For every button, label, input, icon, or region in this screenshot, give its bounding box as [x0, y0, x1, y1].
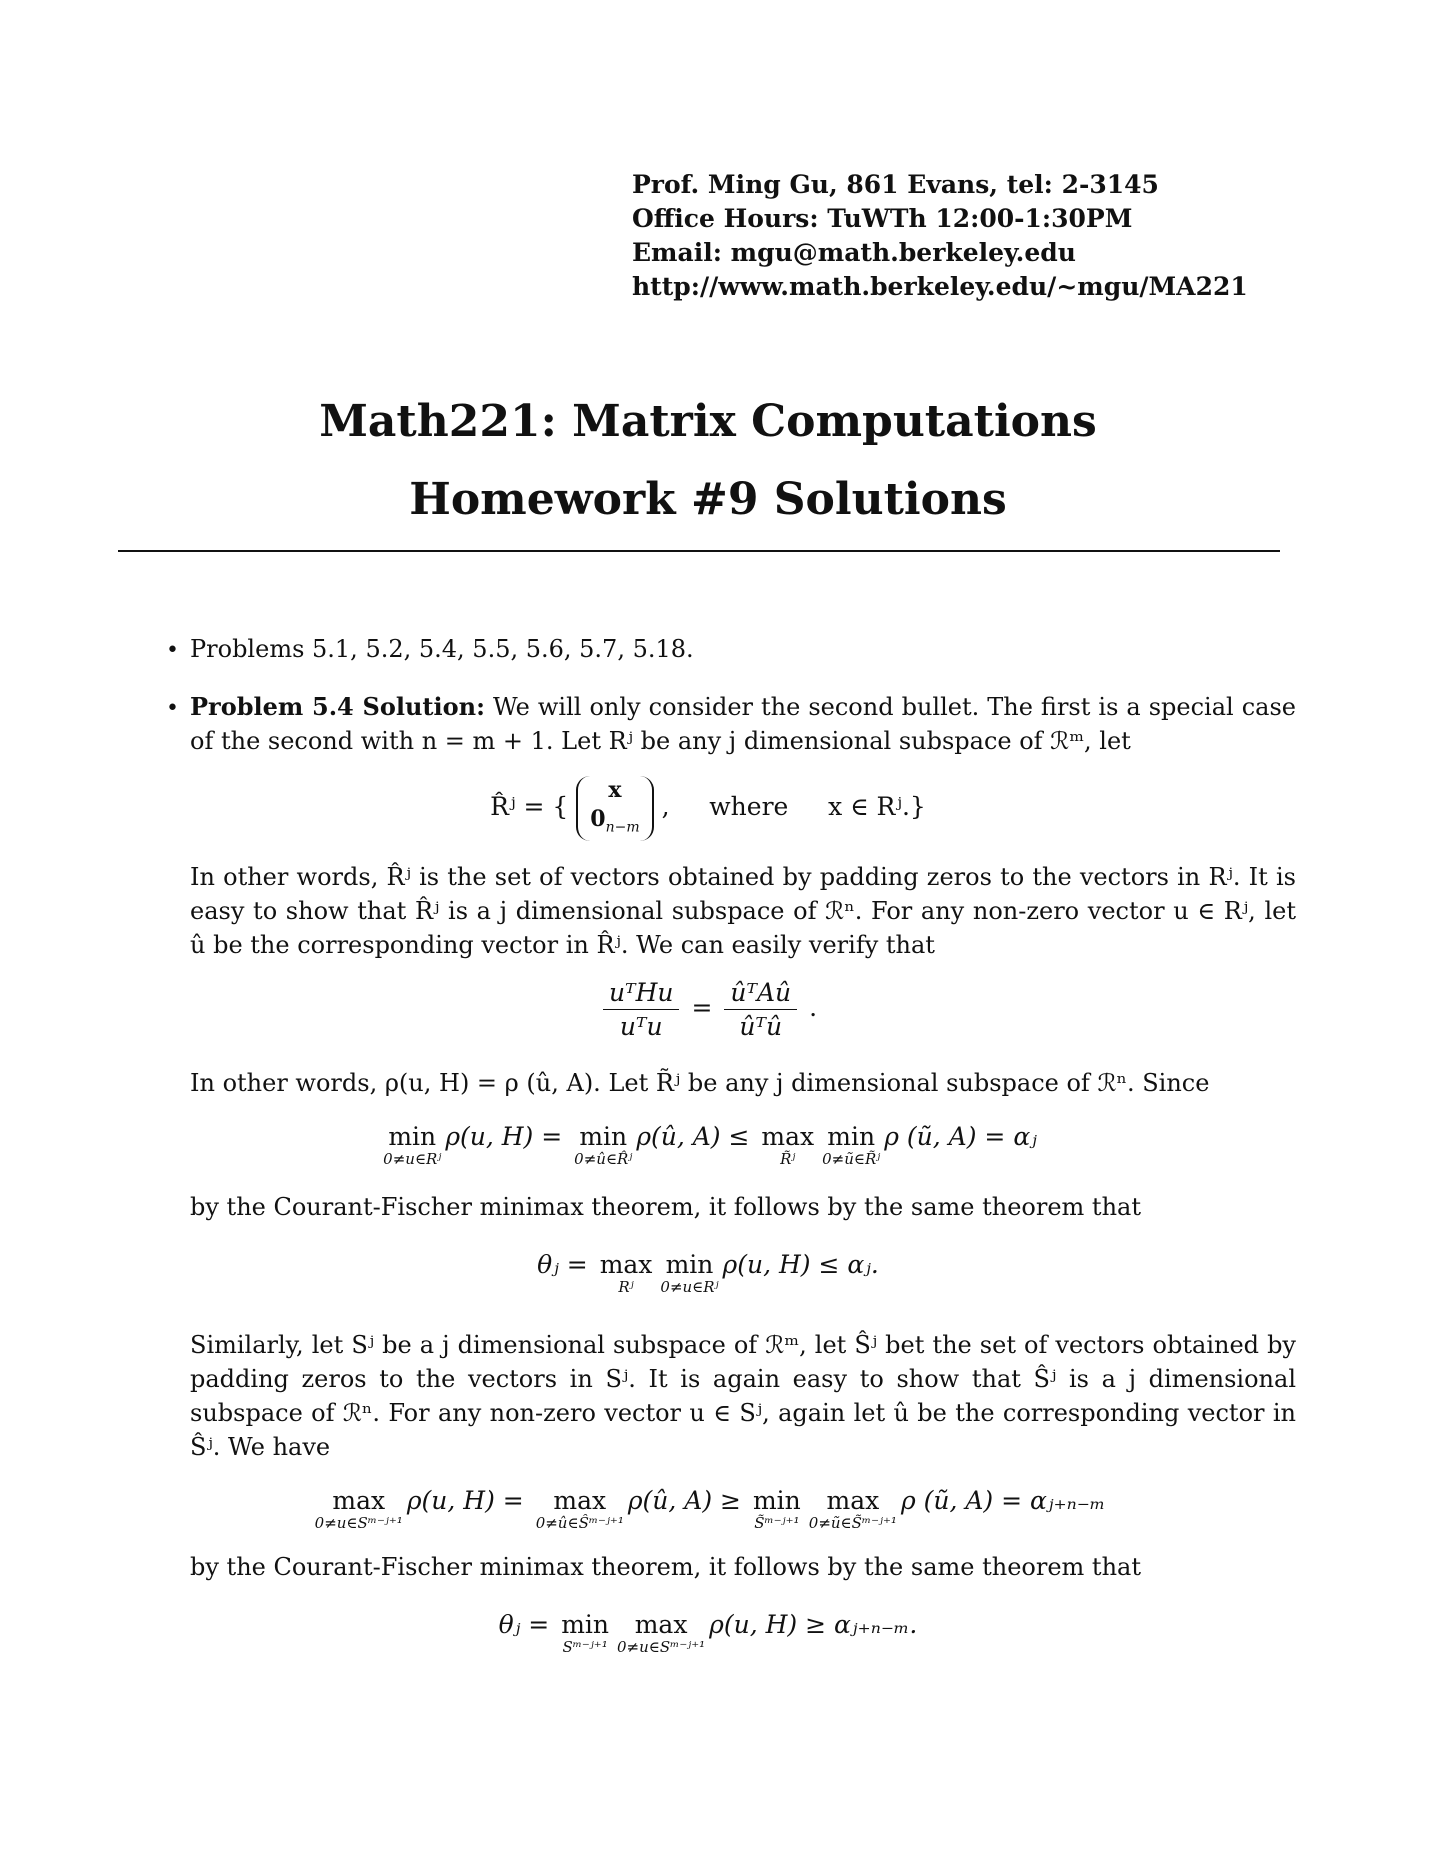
- op-max: max Rʲ: [599, 1250, 653, 1296]
- equation-theta-upper-bound: [0, 1250, 1416, 1295]
- eq5-term1: ρ(u, H) =: [406, 1486, 524, 1515]
- op-min: min S̃ᵐ⁻ʲ⁺¹: [752, 1486, 801, 1532]
- eq1-comma: ,: [661, 792, 670, 822]
- lhs-denominator: uᵀu: [619, 1012, 663, 1041]
- eq1-rhs: x ∈ Rʲ.}: [828, 792, 926, 822]
- rhs-denominator: ûᵀû: [739, 1012, 783, 1041]
- bullet-icon: •: [166, 638, 179, 663]
- lhs-numerator: uᵀHu: [603, 978, 680, 1010]
- problems-list: Problems 5.1, 5.2, 5.4, 5.5, 5.6, 5.7, 5.18.: [190, 635, 694, 663]
- title-divider: [118, 550, 1280, 552]
- course-url: http://www.math.berkeley.edu/~mgu/MA221: [632, 272, 1248, 301]
- op-max: max 0≠u∈Sᵐ⁻ʲ⁺¹: [617, 1610, 706, 1656]
- paragraph-4: Similarly, let Sʲ be a j dimensional subspace of ℛᵐ, let Ŝʲ bet the set of vectors obtained by padding zeros to the vectors in Sʲ. It is again easy to show that Ŝʲ is a j dimensional subspace of ℛⁿ. For any non-zero vector u ∈ Sʲ, again let û be the corresponding vector in Ŝʲ. We have: [190, 1331, 1296, 1461]
- instructor-contact: Prof. Ming Gu, 861 Evans, tel: 2-3145: [632, 170, 1159, 199]
- bullet-icon: •: [166, 696, 179, 721]
- paragraph-1: In other words, R̂ʲ is the set of vectors obtained by padding zeros to the vectors in Rʲ. It is easy to show that R̂ʲ is a j dimensional subspace of ℛⁿ. For any non-zero vector u ∈ Rʲ, let û be the corresponding vector in R̂ʲ. We can easily verify that: [190, 863, 1296, 959]
- paragraph-3: by the Courant-Fischer minimax theorem, it follows by the same theorem that: [190, 1193, 1141, 1221]
- op-max: max R̃ʲ: [761, 1122, 815, 1168]
- rhs-numerator: ûᵀAû: [724, 978, 797, 1010]
- vec-top: x: [608, 777, 622, 803]
- eq4-lhs: θⱼ =: [537, 1250, 588, 1279]
- solution-intro: [190, 690, 1296, 758]
- vec-bottom-sub: n−m: [605, 819, 640, 836]
- equation-maxmin-inequality: [0, 1486, 1416, 1531]
- eq1-lhs: R̂ʲ = {: [490, 792, 569, 822]
- eq5-term3: ρ (ũ, A) = αⱼ₊ₙ₋ₘ: [900, 1486, 1106, 1515]
- solution-intro-text: We will only consider the second bullet. The first is a special case of the second with n = m + 1. Let Rʲ be any j dimensional subspace of ℛᵐ, let: [190, 693, 1296, 755]
- vec-bottom: 0: [590, 806, 606, 832]
- op-min: min 0≠u∈Rʲ: [383, 1122, 442, 1168]
- eq1-where: where: [709, 792, 789, 822]
- equation-rayleigh-equality: [0, 978, 1416, 1041]
- rhs-fraction: [724, 978, 797, 1041]
- equation-theta-lower-bound: [0, 1610, 1416, 1655]
- eq6-rhs: ρ(u, H) ≥ αⱼ₊ₙ₋ₘ.: [709, 1610, 918, 1639]
- op-min: min 0≠û∈R̂ʲ: [574, 1122, 633, 1168]
- lhs-fraction: [603, 978, 680, 1041]
- eq5-term2: ρ(û, A) ≥: [627, 1486, 742, 1515]
- office-hours: Office Hours: TuWTh 12:00-1:30PM: [632, 204, 1133, 233]
- op-max: max 0≠û∈Ŝᵐ⁻ʲ⁺¹: [535, 1486, 624, 1532]
- equation-subspace-definition: [0, 776, 1416, 841]
- padded-vector: [576, 776, 653, 841]
- paragraph-5: by the Courant-Fischer minimax theorem, it follows by the same theorem that: [190, 1553, 1141, 1581]
- course-title: Math221: Matrix Computations: [319, 396, 1097, 447]
- eq6-lhs: θⱼ =: [498, 1610, 550, 1639]
- op-max: max 0≠u∈Sᵐ⁻ʲ⁺¹: [314, 1486, 403, 1532]
- op-min: min Sᵐ⁻ʲ⁺¹: [561, 1610, 609, 1656]
- eq2-equals: =: [691, 993, 713, 1022]
- homework-title: Homework #9 Solutions: [409, 474, 1007, 525]
- op-min: min 0≠u∈Rʲ: [660, 1250, 719, 1296]
- eq3-term1: ρ(u, H) =: [445, 1122, 563, 1151]
- equation-minmax-inequality: [0, 1122, 1416, 1167]
- solution-label: Problem 5.4 Solution:: [190, 692, 485, 721]
- op-min: min 0≠ũ∈R̃ʲ: [822, 1122, 881, 1168]
- eq4-rhs: ρ(u, H) ≤ αⱼ.: [722, 1250, 879, 1279]
- instructor-header: [632, 168, 1248, 304]
- paragraph-2: In other words, ρ(u, H) = ρ (û, A). Let R̃ʲ be any j dimensional subspace of ℛⁿ. Since: [190, 1069, 1210, 1097]
- eq2-end: .: [809, 993, 818, 1022]
- op-max: max 0≠ũ∈S̃ᵐ⁻ʲ⁺¹: [808, 1486, 897, 1532]
- eq3-term2: ρ(û, A) ≤: [636, 1122, 750, 1151]
- email: Email: mgu@math.berkeley.edu: [632, 238, 1076, 267]
- eq3-term3: ρ (ũ, A) = αⱼ: [884, 1122, 1037, 1151]
